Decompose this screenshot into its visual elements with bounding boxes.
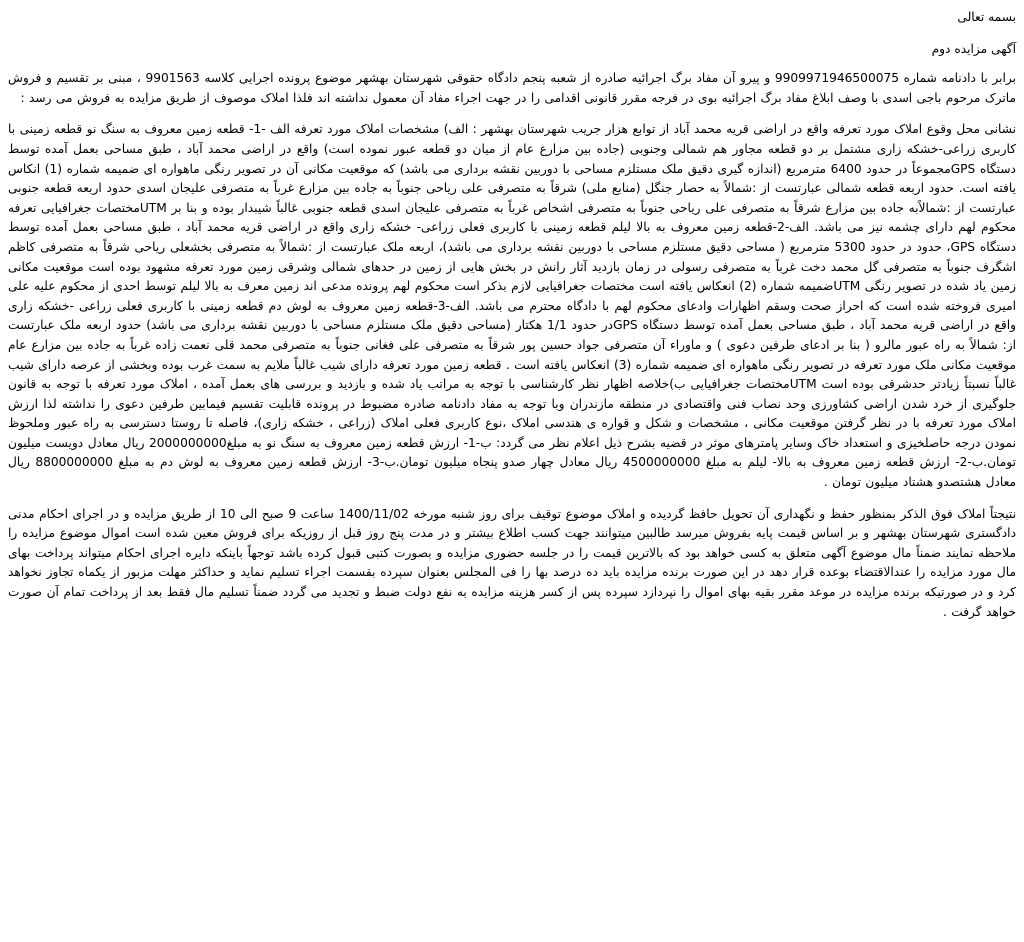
document-subtitle: آگهی مزایده دوم <box>931 41 1016 56</box>
property-details-paragraph: نشانی محل وقوع املاک مورد تعرفه واقع در اراضی قریه محمد آباد از توابع هزار جریب شهرستان بهشهر : الف) مشخصات املاک مورد تعرفه الف -1- قطعه زمین معروف به سنگ نو قطعه زمینی با کاربری زراعی-خشکه زاری مشتمل بر دو قطعه مجاور هم شمالی وجنوبی (جاده بین مزارع عام از میان دو قطعه عبور نموده است) واقع در اراضی محمد آباد ، طبق مساحی بعمل آمده توسط دستگاه GPSمجموعاً در حدود 6400 مترمربع (اندازه گیری دقیق ملک مستلزم مساحی با دوربین نقشه برداری می باشد) که موقعیت مکانی آن در تصویر رنگی ماهواره ای ضمیمه شماره (1) انکاس یافته است. حدود اربعه قطعه شمالی عبارتست از :شمالاً به حصار جنگل (منابع ملی) شرقاً به متصرفی علی ریاحی جنوباً به جاده بین مزارع غرباً به متصرفی علیجان اسدی حدود اربعه قطعه جنوبی عبارتست از :شمالاًبه جاده بین مزارع شرقاً به متصرفی علی ریاحی جنوباً به متصرفی اشخاص غرباً به متصرفی علیجان اسدی قطعه جنوبی غالباً شیبدار بوده و بنا بر UTMمختصات جغرافیایی تعرفه محکوم لهم دارای چشمه نیز می باشد. الف-2-قطعه زمین معروف به بالا لیلم قطعه زمینی با کاربری فعلی زراعی- خشکه زاری واقع در اراضی قریه محمد آباد ، طبق مساحی بعمل آمده توسط دستگاه GPS، حدود در حدود 5300 مترمربع ( مساحی دقیق مستلزم مساحی با دوربین نقشه برداری می باشد)، اربعه ملک عبارتست از :شمالاً به متصرفی بخشعلی ریاحی شرقاً به متصرفی کاظم اشگرف جنوباً به متصرفی گل محمد دخت غرباً به متصرفی رسولی در زمان بازدید آثار رانش در بخش هایی از زمین در حدهای شمالی وشرقی زمین مورد تعرفه مشهود بوده است موقعیت مکانی زمین یاد شده در تصویر رنگی UTMضمیمه شماره (2) انعکاس یافته است مختصات جغرافیایی لازم بذکر است محکوم لهم پرونده مدعی اند زمین معرف به بالا لیلم توسط احدی از محکوم علیه علی امیری فروخته شده است که احراز صحت وسقم اظهارات وادعای محکوم لهم با دادگاه محترم می باشد. الف-3-قطعه زمین معروف به لوش دم قطعه زمینی با کاربری فعلی زراعی -خشکه زاری واقع در اراضی قریه محمد آباد ، طبق مساحی بعمل آمده توسط دستگاه GPSدر حدود 1/1 هکتار (مساحی دقیق ملک مستلزم مساحی با دوربین نقشه برداری می باشد) حدود اربعه ملک عبارتست از: شمالاً به راه عبور مالرو ( بنا بر ادعای طرفین دعوی ) و ماوراء آن متصرفی جواد حسین پور شرقاً به متصرفی علی فغانی جنوباً به متصرفی محمد قلی نعمت زاده غرباً به جاده بین مزارع عام موقعیت مکانی ملک مورد تعرفه در تصویر رنگی ماهواره ای ضمیمه شماره (3) انعکاس یافته است . قطعه زمین مورد تعرفه دارای شیب غالباً ملایم به سمت غرب بوده وبخشی از عرصه دارای شیب غالباً نسبتاً زیادتر حدشرقی بوده است UTMمختصات جغرافیایی ب)خلاصه اظهار نظر کارشناسی با توجه به مراتب یاد شده و بازدید و بررسی های بعمل آمده ، املاک مورد تعرفه با توجه به قانون جلوگیری از خرد شدن اراضی کشاورزی وحد نصاب فنی واقتصادی در منطقه مازندران وبا توجه به مفاد دادنامه صادره مضبوط در پرونده قابلیت تقسیم فیمابین طرفین دعوی را نداشته لذا ارزش املاک مورد تعرفه با در نظر گرفتن موقعیت مکانی ، مشخصات و شکل و قواره ی هندسی املاک ،نوع کاربری فعلی املاک (زراعی ، خشکه زاری)، فاصله تا روستا دسترسی به راه عبور وملحوظ نمودن درجه حاصلخیزی و استعداد خاک وسایر پامترهای موثر در قضیه بشرح ذیل اعلام نظر می گردد: ب-1- ارزش قطعه زمین معروف به سنگ نو به مبلغ2000000000 ریال معادل دویست میلیون تومان.ب-2- ارزش قطعه زمین معروف به بالا- لیلم به مبلغ 4500000000 ریال معادل چهار صدو پنجاه میلیون تومان.ب-3- ارزش قطعه زمین معروف به لوش دم به مبلغ 8800000000 ریال معادل هشتصدو هشتاد میلیون تومان . <box>8 122 1017 490</box>
document-title: بسمه تعالی <box>957 10 1016 24</box>
auction-terms-paragraph: نتیجتاً املاک فوق الذکر بمنظور حفظ و نگهداری آن تحویل حافظ گردیده و املاک موضوع توقیف برای روز شنبه مورخه 1400/11/02 ساعت 9 صبح الی 10 از طریق مزایده و در اجرای احکام مدنی دادگستری شهرستان بهشهر و بر اساس قیمت پایه بفروش میرسد طالبین میتوانند جهت کسب اطلاع بیشتر و در مدت پنج روز قبل از روزیکه برای فروش معین شده است اموال موضوع مزایده را ملاحظه نمایند ضمناً مال موضوع آگهی متعلق به کسی خواهد بود که بالاترین قیمت را در جلسه حضوری مزایده و بصورت کتبی قبول کرده باشد توجهاً باینکه دایره اجرای احکام میتواند پرداخت بهای مال مورد مزایده را عندالاقتضاء بوعده قرار دهد در این صورت برنده مزایده باید ده درصد بها را فی المجلس بعنوان سپرده بقسمت اجراء تسلیم نماید و حداکثر مهلت مزبور از یکماه تجاوز نخواهد کرد و در صورتیکه برنده مزایده در موعد مقرر بقیه بهای اموال را نپردازد سپرده پس از کسر هزینه مزایده به نفع دولت ضبط و تجدید می گردد ضمناً تسلیم مال فقط بعد از پرداخت تمام آن صورت خواهد گرفت . <box>8 506 1016 619</box>
intro-paragraph: برابر با دادنامه شماره 9909971946500075 و پیرو آن مفاد برگ اجرائیه صادره از شعبه پنجم دادگاه حقوقی شهرستان بهشهر موضوع پرونده اجرایی کلاسه 9901563 ، مبنی بر تقسیم و فروش ماترک مرحوم باجی اسدی با وصف ابلاغ مفاد برگ اجرائیه بوی در فرجه مقرر قانونی اقدامی را در جهت اجراء مفاد آن معمول نداشته اند فلذا املاک موصوف از طریق مزایده به فروش می رسد : <box>8 71 1016 105</box>
